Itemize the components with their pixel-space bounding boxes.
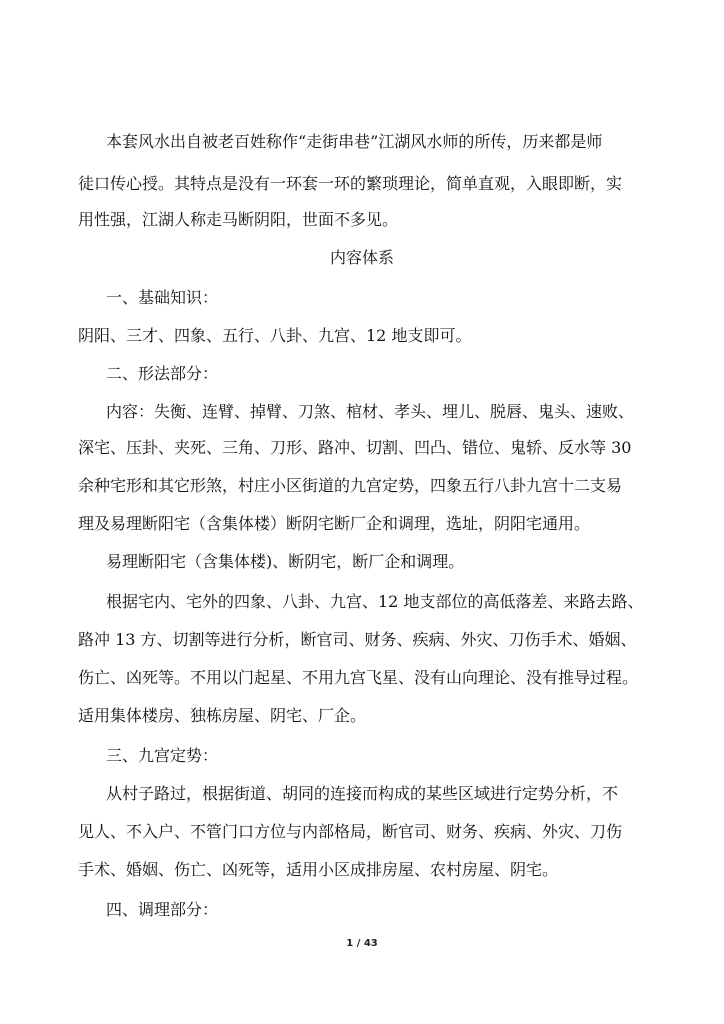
section2-para3-line-3: 伤亡、凶死等。不用以门起星、不用九宫飞星、没有山向理论、没有推导过程。 — [78, 668, 639, 687]
section2-para3-line-2: 路冲 13 方、切割等进行分析，断官司、财务、疾病、外灾、刀伤手术、婚姻、 — [78, 630, 637, 649]
section2-para3-line-1: 根据宅内、宅外的四象、八卦、九宫、12 地支部位的高低落差、来路去路、 — [106, 592, 644, 611]
section3-line-1: 从村子路过，根据街道、胡同的连接而构成的某些区域进行定势分析，不 — [106, 784, 619, 803]
section2-content-line-1: 内容：失衡、连臂、掉臂、刀煞、棺材、孝头、埋儿、脱唇、鬼头、速败、 — [106, 402, 635, 421]
page-number: 1 / 43 — [346, 938, 378, 949]
intro-line-2: 徒口传心授。其特点是没有一环套一环的繁琐理论，简单直观，入眼即断，实 — [78, 174, 623, 193]
section1-heading: 一、基础知识： — [106, 288, 219, 307]
section3-line-2: 见人、不入户、不管门口方位与内部格局，断官司、财务、疾病、外灾、刀伤 — [78, 822, 623, 841]
section3-heading: 三、九宫定势： — [106, 746, 219, 765]
section4-heading: 四、调理部分： — [106, 900, 219, 919]
section-title: 内容体系 — [329, 248, 394, 267]
section2-para2: 易理断阳宅（含集体楼)、断阴宅，断厂企和调理。 — [106, 552, 465, 571]
section2-heading: 二、形法部分： — [106, 364, 219, 383]
section3-line-3: 手术、婚姻、伤亡、凶死等，适用小区成排房屋、农村房屋、阴宅。 — [78, 860, 559, 879]
section2-content-line-3: 余种宅形和其它形煞，村庄小区街道的九宫定势，四象五行八卦九宫十二支易 — [78, 476, 623, 495]
section2-content-line-4: 理及易理断阳宅（含集体楼）断阴宅断厂企和调理，选址，阴阳宅通用。 — [78, 514, 591, 533]
section1-body: 阴阳、三才、四象、五行、八卦、九宫、12 地支即可。 — [78, 326, 472, 345]
intro-line-3: 用性强，江湖人称走马断阴阳，世面不多见。 — [78, 210, 399, 229]
section2-para3-line-4: 适用集体楼房、独栋房屋、阴宅、厂企。 — [78, 706, 367, 725]
section2-content-line-2: 深宅、压卦、夹死、三角、刀形、路冲、切割、凹凸、错位、鬼轿、反水等 30 — [78, 438, 632, 457]
intro-line-1: 本套风水出自被老百姓称作“走街串巷”江湖风水师的所传，历来都是师 — [106, 132, 603, 151]
